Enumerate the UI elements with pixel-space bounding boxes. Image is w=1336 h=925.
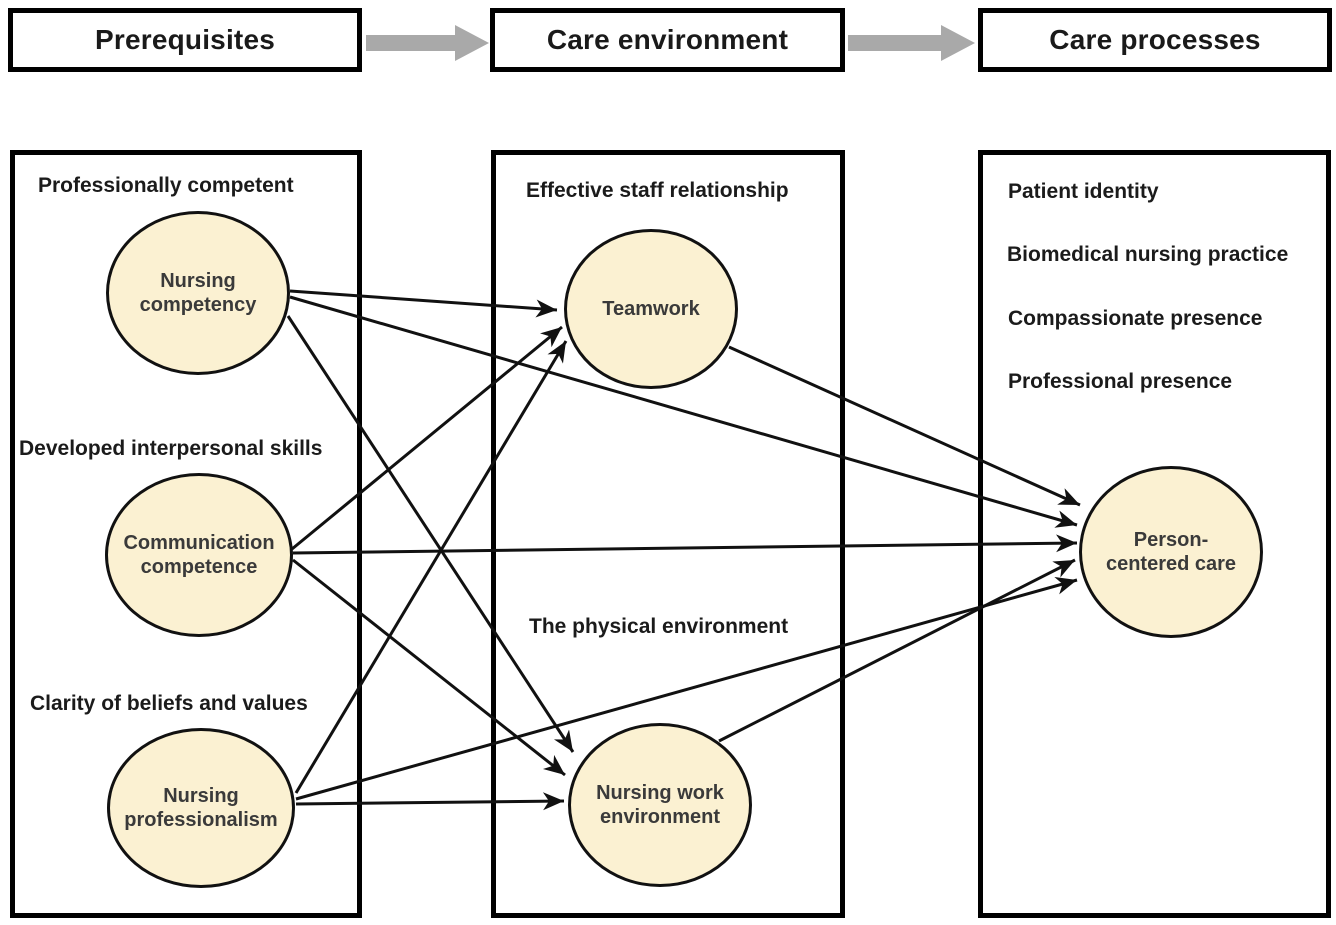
node-teamwork (564, 229, 738, 389)
flow-arrow-prerequisites-to-care-environment (366, 25, 489, 61)
header-label-care-processes: Care processes (1049, 24, 1261, 55)
caption-professionally-competent: Professionally competent (38, 174, 294, 197)
caption-professional-presence: Professional presence (1008, 370, 1233, 393)
node-label-nursing-professionalism: Nursing professionalism (124, 785, 278, 831)
header-box-care-environment (490, 8, 845, 72)
node-nursing-professionalism (107, 728, 295, 888)
caption-compassionate-presence: Compassionate presence (1008, 307, 1263, 330)
node-label-communication-competence: Communication competence (123, 532, 275, 578)
caption-patient-identity: Patient identity (1008, 180, 1159, 203)
caption-the-physical-environment: The physical environment (529, 615, 789, 638)
caption-effective-staff-relationship: Effective staff relationship (526, 179, 789, 202)
node-nursing-work-environment (568, 723, 752, 887)
node-communication-competence (105, 473, 293, 637)
caption-biomedical-nursing-practice: Biomedical nursing practice (1007, 243, 1289, 266)
node-label-teamwork: Teamwork (602, 298, 700, 320)
header-box-prerequisites (8, 8, 362, 72)
node-label-person-centered-care: Person-centered care (1105, 529, 1237, 575)
node-nursing-competency (106, 211, 290, 375)
node-label-nursing-work-environment: Nursing work environment (596, 782, 724, 828)
caption-clarity-of-beliefs-and-values: Clarity of beliefs and values (30, 692, 308, 715)
header-label-care-environment: Care environment (546, 24, 789, 55)
caption-developed-interpersonal-skills: Developed interpersonal skills (19, 437, 323, 460)
node-person-centered-care (1079, 466, 1263, 638)
flow-arrow-care-environment-to-care-processes (848, 25, 975, 61)
node-label-nursing-competency: Nursing competency (139, 270, 257, 316)
header-box-care-processes (978, 8, 1332, 72)
header-label-prerequisites: Prerequisites (94, 24, 276, 55)
